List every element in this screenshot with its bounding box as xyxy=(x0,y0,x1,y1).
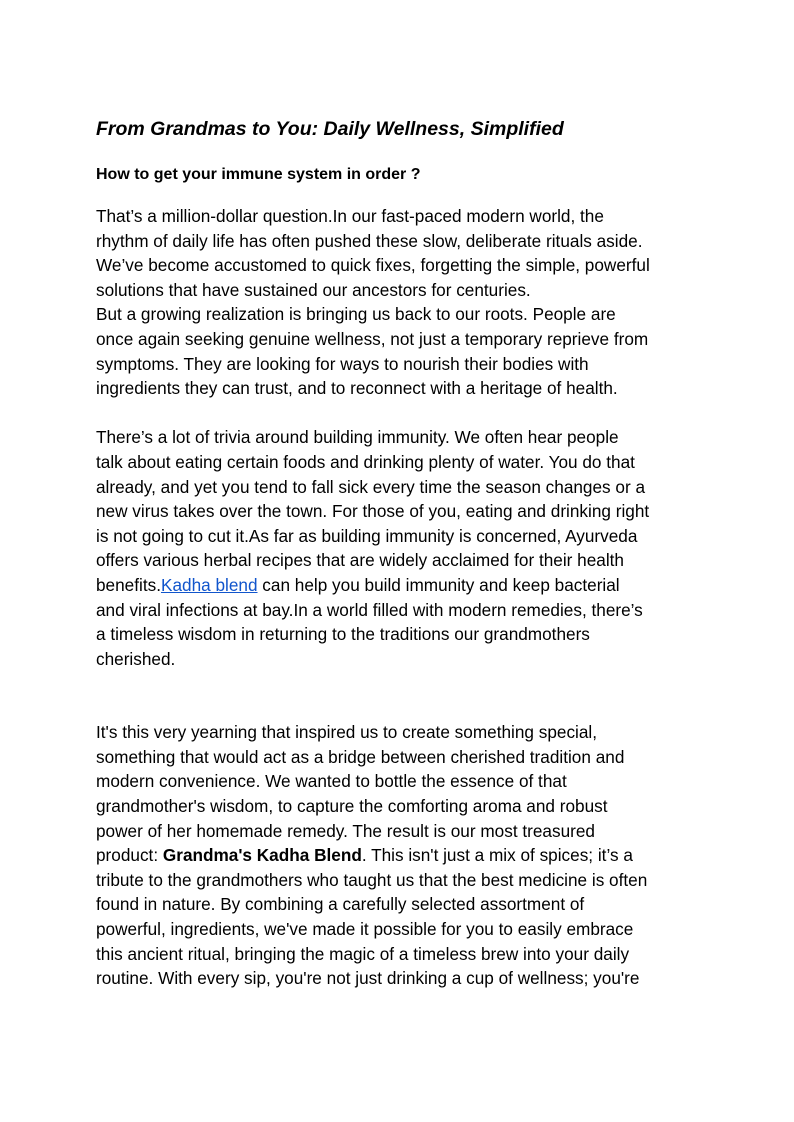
text-segment: benefits. xyxy=(96,574,161,595)
text-segment: product: xyxy=(96,845,163,866)
text-line: routine. With every sip, you're not just drinking a cup of wellness; you're xyxy=(96,968,640,989)
paragraph-intro xyxy=(96,204,706,401)
text-line: There’s a lot of trivia around building immunity. We often hear people xyxy=(96,427,619,448)
text-line: powerful, ingredients, we've made it possible for you to easily embrace xyxy=(96,919,634,940)
text-line: already, and yet you tend to fall sick every time the season changes or a xyxy=(96,476,646,497)
text-line: We’ve become accustomed to quick fixes, forgetting the simple, powerful xyxy=(96,255,650,276)
text-line: talk about eating certain foods and drinking plenty of water. You do that xyxy=(96,451,635,472)
text-line: power of her homemade remedy. The result is our most treasured xyxy=(96,820,595,841)
text-line: is not going to cut it.As far as building immunity is concerned, Ayurveda xyxy=(96,525,638,546)
text-line: rhythm of daily life has often pushed these slow, deliberate rituals aside. xyxy=(96,230,643,251)
text-line: But a growing realization is bringing us back to our roots. People are xyxy=(96,304,616,325)
text-line: new virus takes over the town. For those of you, eating and drinking right xyxy=(96,501,650,522)
paragraph-immunity xyxy=(96,425,706,671)
text-line: and viral infections at bay.In a world filled with modern remedies, there’s xyxy=(96,599,643,620)
document-page xyxy=(96,115,706,991)
text-line-with-bold xyxy=(96,843,706,868)
text-line: found in nature. By combining a carefully selected assortment of xyxy=(96,894,585,915)
text-line: That’s a million-dollar question.In our fast-paced modern world, the xyxy=(96,206,604,226)
section-heading: How to get your immune system in order ? xyxy=(96,166,421,183)
page-title: From Grandmas to You: Daily Wellness, Simplified xyxy=(96,118,564,140)
text-line-with-link xyxy=(96,573,706,598)
text-line: ingredients they can trust, and to reconnect with a heritage of health. xyxy=(96,378,618,399)
text-line: offers various herbal recipes that are widely acclaimed for their health xyxy=(96,550,624,571)
text-line: a timeless wisdom in returning to the traditions our grandmothers xyxy=(96,624,590,645)
text-line: cherished. xyxy=(96,648,176,669)
text-line: something that would act as a bridge between cherished tradition and xyxy=(96,746,625,767)
text-line: It's this very yearning that inspired us to create something special, xyxy=(96,722,598,743)
text-line: modern convenience. We wanted to bottle the essence of that xyxy=(96,771,567,792)
text-line: tribute to the grandmothers who taught us that the best medicine is often xyxy=(96,869,648,890)
kadha-blend-link[interactable]: Kadha blend xyxy=(160,574,258,595)
text-line: grandmother's wisdom, to capture the comforting aroma and robust xyxy=(96,796,608,817)
text-segment: . This isn't just a mix of spices; it’s a xyxy=(361,845,633,866)
text-line: solutions that have sustained our ancestors for centuries. xyxy=(96,279,531,300)
paragraph-product xyxy=(96,720,706,991)
text-line: once again seeking genuine wellness, not just a temporary reprieve from xyxy=(96,328,649,349)
text-segment: can help you build immunity and keep bacterial xyxy=(257,574,620,595)
text-line: symptoms. They are looking for ways to nourish their bodies with xyxy=(96,353,589,374)
product-name: Grandma's Kadha Blend xyxy=(162,845,362,866)
text-line: this ancient ritual, bringing the magic of a timeless brew into your daily xyxy=(96,943,630,964)
